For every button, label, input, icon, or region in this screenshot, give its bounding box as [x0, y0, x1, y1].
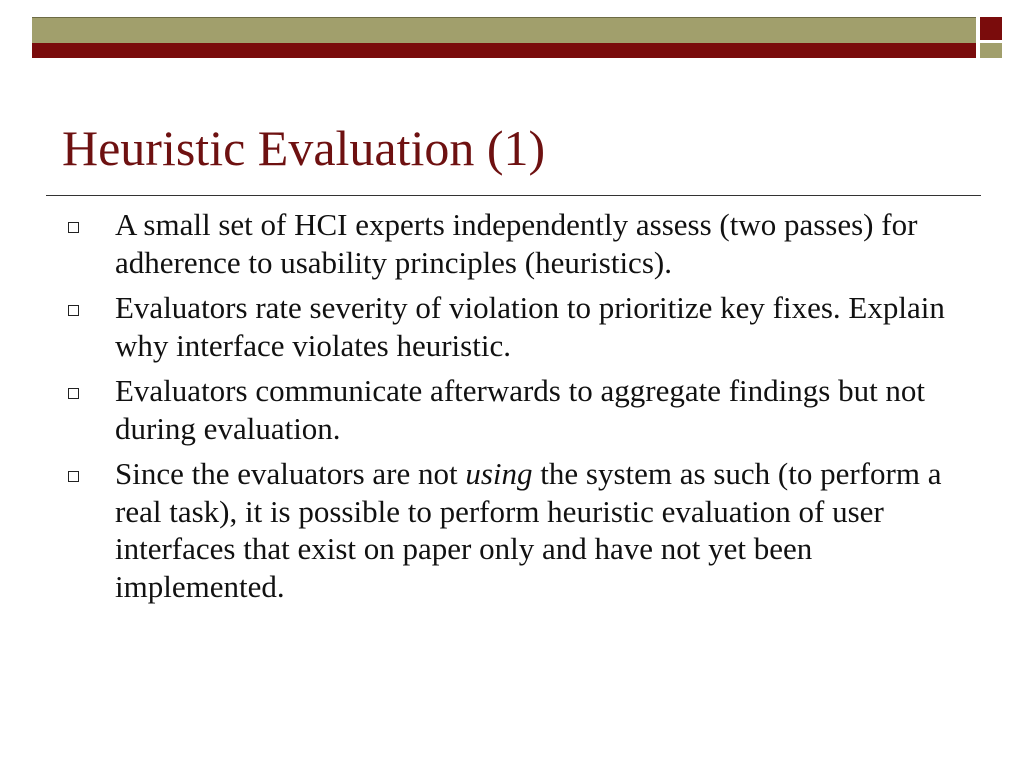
- bullet-text: Evaluators communicate afterwards to aggregate findings but not during evaluation.: [115, 373, 926, 446]
- header-banner-maroon-bar: [32, 43, 976, 58]
- bullet-text: A small set of HCI experts independently assess (two passes) for adherence to usability principles (heuristics).: [115, 207, 918, 280]
- hollow-square-bullet-icon: [68, 222, 79, 233]
- bullet-item: [62, 206, 967, 281]
- corner-square-olive: [980, 43, 1002, 58]
- bullet-item: [62, 455, 967, 605]
- corner-square-maroon: [980, 17, 1002, 40]
- bullet-text: Evaluators rate severity of violation to prioritize key fixes. Explain why interface violates heuristic.: [115, 290, 945, 363]
- bullet-text-before: Since the evaluators are not: [115, 456, 466, 491]
- hollow-square-bullet-icon: [68, 471, 79, 482]
- header-banner-olive-bar: [32, 17, 976, 43]
- bullet-text-after: the system as such (to perform a real task), it is possible to perform heuristic evaluation of user interfaces that exist on paper only and have not yet been implemented.: [115, 456, 942, 604]
- bullet-item: [62, 372, 967, 447]
- bullet-item: [62, 289, 967, 364]
- hollow-square-bullet-icon: [68, 305, 79, 316]
- title-divider: [46, 195, 981, 196]
- hollow-square-bullet-icon: [68, 388, 79, 399]
- bullet-list: [62, 206, 967, 613]
- slide-title: Heuristic Evaluation (1): [62, 120, 546, 176]
- bullet-text-italic: using: [465, 456, 533, 491]
